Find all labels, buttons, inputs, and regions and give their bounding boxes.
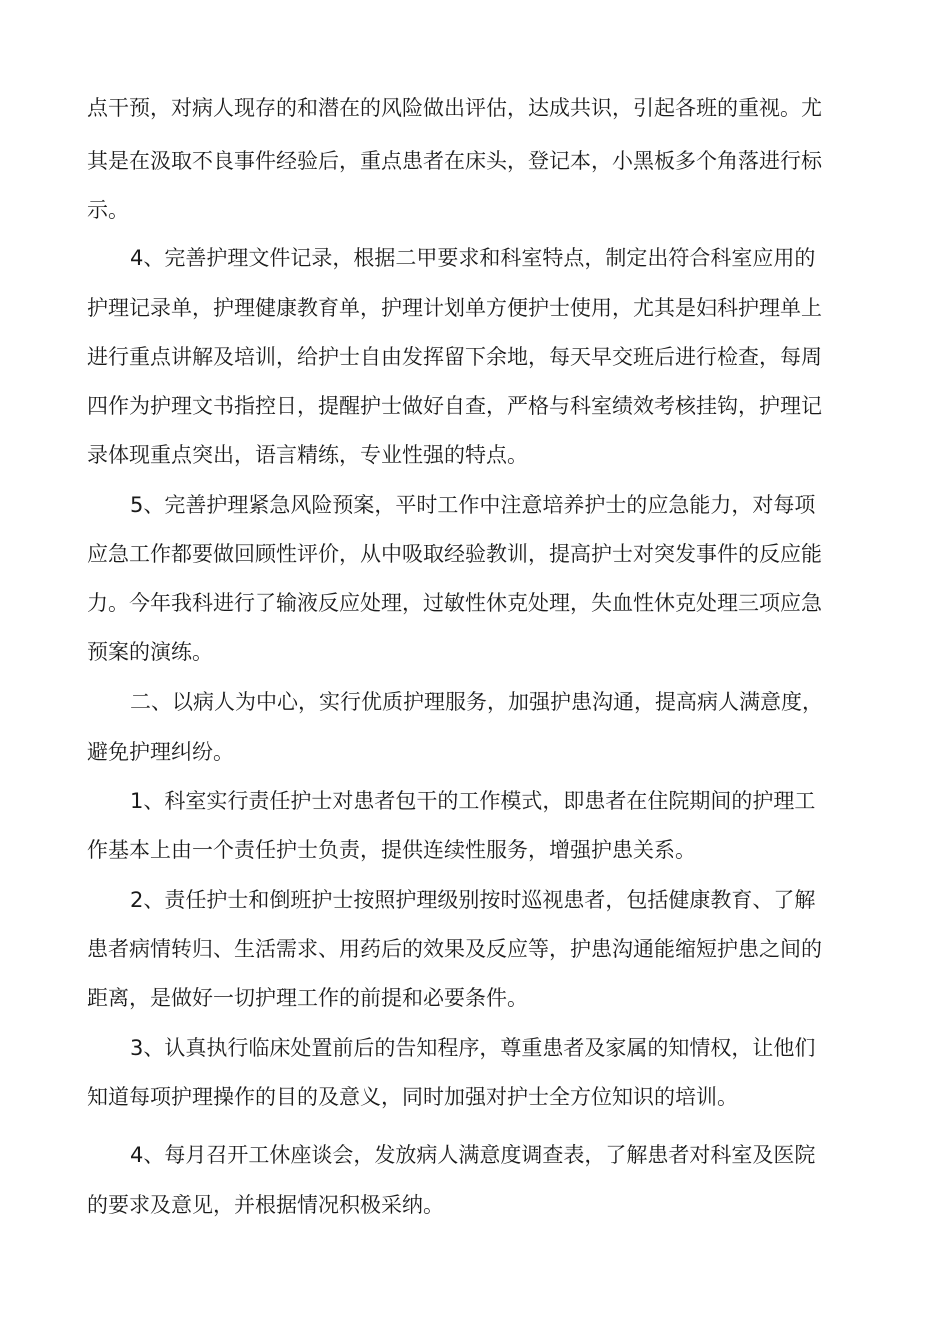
text-line: 护理记录单，护理健康教育单，护理计划单方便护士使用，尤其是妇科护理单上	[87, 296, 822, 320]
text-line: 3、认真执行临床处置前后的告知程序，尊重患者及家属的知情权，让他们	[130, 1036, 816, 1060]
text-line: 力。今年我科进行了输液反应处理，过敏性休克处理，失血性休克处理三项应急	[87, 591, 822, 615]
section-heading: 避免护理纠纷。	[87, 740, 234, 764]
text-line: 应急工作都要做回顾性评价，从中吸取经验教训，提高护士对突发事件的反应能	[87, 542, 822, 566]
text-line: 知道每项护理操作的目的及意义，同时加强对护士全方位知识的培训。	[87, 1085, 738, 1109]
text-line: 录体现重点突出，语言精练，专业性强的特点。	[87, 443, 528, 467]
text-line: 示。	[87, 198, 129, 222]
text-line: 预案的演练。	[87, 640, 213, 664]
text-line: 距离，是做好一切护理工作的前提和必要条件。	[87, 986, 528, 1010]
text-line: 1、科室实行责任护士对患者包干的工作模式，即患者在住院期间的护理工	[130, 789, 816, 813]
section-heading: 二、以病人为中心，实行优质护理服务，加强护患沟通，提高病人满意度，	[130, 690, 823, 714]
text-line: 四作为护理文书指控日，提醒护士做好自查，严格与科室绩效考核挂钩，护理记	[87, 394, 822, 418]
text-line: 5、完善护理紧急风险预案，平时工作中注意培养护士的应急能力，对每项	[130, 493, 816, 517]
text-line: 的要求及意见，并根据情况积极采纳。	[87, 1193, 444, 1217]
text-line: 4、每月召开工休座谈会，发放病人满意度调查表，了解患者对科室及医院	[130, 1143, 816, 1167]
text-line: 作基本上由一个责任护士负责，提供连续性服务，增强护患关系。	[87, 838, 696, 862]
text-line: 4、完善护理文件记录，根据二甲要求和科室特点，制定出符合科室应用的	[130, 246, 816, 270]
text-line: 其是在汲取不良事件经验后，重点患者在床头，登记本，小黑板多个角落进行标	[87, 149, 822, 173]
text-line: 2、责任护士和倒班护士按照护理级别按时巡视患者，包括健康教育、了解	[130, 888, 816, 912]
text-line: 点干预，对病人现存的和潜在的风险做出评估，达成共识，引起各班的重视。尤	[87, 96, 822, 120]
text-line: 进行重点讲解及培训，给护士自由发挥留下余地，每天早交班后进行检查，每周	[87, 345, 822, 369]
text-line: 患者病情转归、生活需求、用药后的效果及反应等，护患沟通能缩短护患之间的	[87, 937, 822, 961]
